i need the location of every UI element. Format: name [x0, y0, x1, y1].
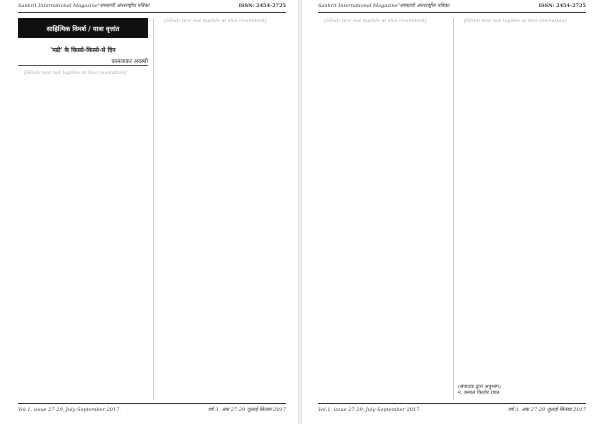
article-author: कामलाकर अवस्थी [111, 59, 148, 65]
issn-label: ISSN: 2454-2725 [538, 3, 586, 9]
footer-rule [318, 403, 586, 404]
editor-note: (संपादक द्वारा अनुभाग) [458, 384, 501, 390]
footer-rule [18, 403, 286, 404]
author-signature: न. कमाल किशोर रावत [458, 390, 500, 396]
header-rule [318, 12, 586, 13]
right-page [300, 0, 600, 424]
issn-label: ISSN: 2454-2725 [238, 3, 286, 9]
paragraph: [Hindi text not legible at this resolution] [324, 18, 427, 24]
section-tag: साहित्यिक विमर्श / यात्रा वृत्तांत [18, 18, 148, 38]
footer-issue-hindi: वर्ष 3, अंक 27-29 जुलाई-सितंबर 2017 [207, 407, 286, 413]
column-divider [453, 18, 454, 400]
footer-volume: Vol.1, issue 27-29, July-September 2017. [18, 407, 121, 413]
author-divider [18, 65, 148, 66]
paragraph: [Hindi text not legible at this resolution] [164, 18, 267, 24]
footer-issue-hindi: वर्ष 3, अंक 27-29 जुलाई-सितंबर 2017 [507, 407, 586, 413]
footer-volume: Vol.1, issue 27-29, July-September 2017. [318, 407, 421, 413]
text-column-1 [18, 70, 148, 400]
article-title: 'मडी' के किस्से-किस्से-से दिन [50, 47, 116, 54]
end-note [458, 384, 501, 396]
paragraph: [Hindi text not legible at this resolution] [464, 18, 567, 24]
column-divider [153, 18, 154, 400]
paragraph: [Hindi text not legible at this resolution] [24, 70, 127, 76]
magazine-name: Sankrit International Magazine"साम्प्राची अंतरराष्ट्रीय पत्रिका [318, 3, 450, 9]
magazine-name: Sankrit International Magazine"साम्प्राची अंतरराष्ट्रीय पत्रिका [18, 3, 150, 9]
header-rule [18, 12, 286, 13]
text-column-2 [158, 18, 286, 400]
text-column-3 [318, 18, 448, 400]
text-column-4 [458, 18, 586, 378]
